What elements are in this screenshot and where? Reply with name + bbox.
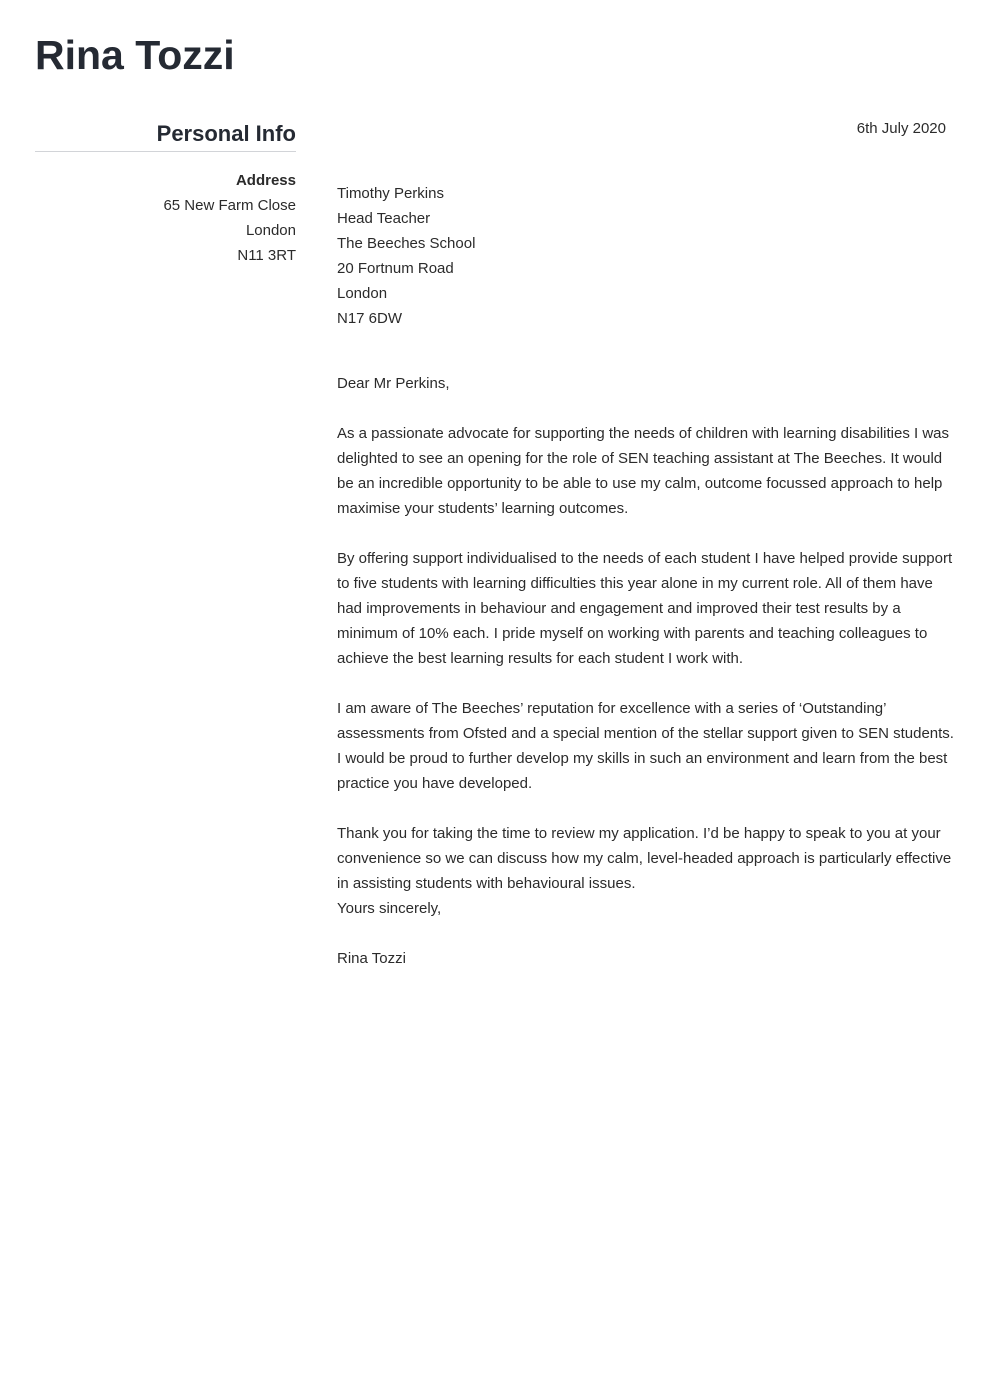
address-line-city: London — [245, 222, 296, 239]
letter-paragraph: By offering support individualised to the needs of each student I have helped provide support to five students with learning difficulties this year alone in my current role. All of them have had improvements in behaviour and engagement and improved their test results by a minimum of 10% each. I pride myself on working with parents and teaching colleagues to achieve the best learning results for each student I work with. — [337, 550, 953, 667]
recipient-name: Timothy Perkins — [337, 185, 444, 202]
address-line-street: 65 New Farm Close — [163, 197, 296, 214]
applicant-name: Rina Tozzi — [35, 32, 235, 78]
recipient-title: Head Teacher — [337, 210, 431, 227]
recipient-city: London — [337, 285, 388, 302]
letter-date: 6th July 2020 — [856, 120, 946, 137]
letter-closing: Yours sincerely, — [337, 900, 442, 917]
address-line-postcode: N11 3RT — [237, 247, 296, 264]
recipient-street: 20 Fortnum Road — [337, 260, 454, 277]
letter-paragraph: As a passionate advocate for supporting the needs of children with learning disabilities I was delighted to see an opening for the role of SEN teaching assistant at The Beeches. It would be an incredible opportunity to be able to use my calm, outcome focussed approach to help maximise your students’ learning outcomes. — [337, 425, 950, 517]
letter-signature: Rina Tozzi — [337, 950, 406, 967]
recipient-block — [337, 181, 957, 331]
recipient-postcode: N17 6DW — [337, 310, 403, 327]
letter-salutation: Dear Mr Perkins, — [337, 375, 450, 392]
personal-info-sidebar — [35, 118, 296, 268]
personal-info-heading: Personal Info — [35, 118, 296, 152]
recipient-organization: The Beeches School — [337, 235, 476, 252]
address-label: Address — [235, 172, 296, 189]
cover-letter-body — [337, 116, 957, 971]
letter-paragraph: Thank you for taking the time to review my application. I’d be happy to speak to you at your convenience so we can discuss how my calm, level-headed approach is particularly effective in assisting students with behavioural issues. — [337, 825, 952, 892]
letter-paragraph: I am aware of The Beeches’ reputation for excellence with a series of ‘Outstanding’ assessments from Ofsted and a special mention of the stellar support given to SEN students. I would be proud to further develop my skills in such an environment and learn from the best practice you have developed. — [337, 700, 954, 792]
